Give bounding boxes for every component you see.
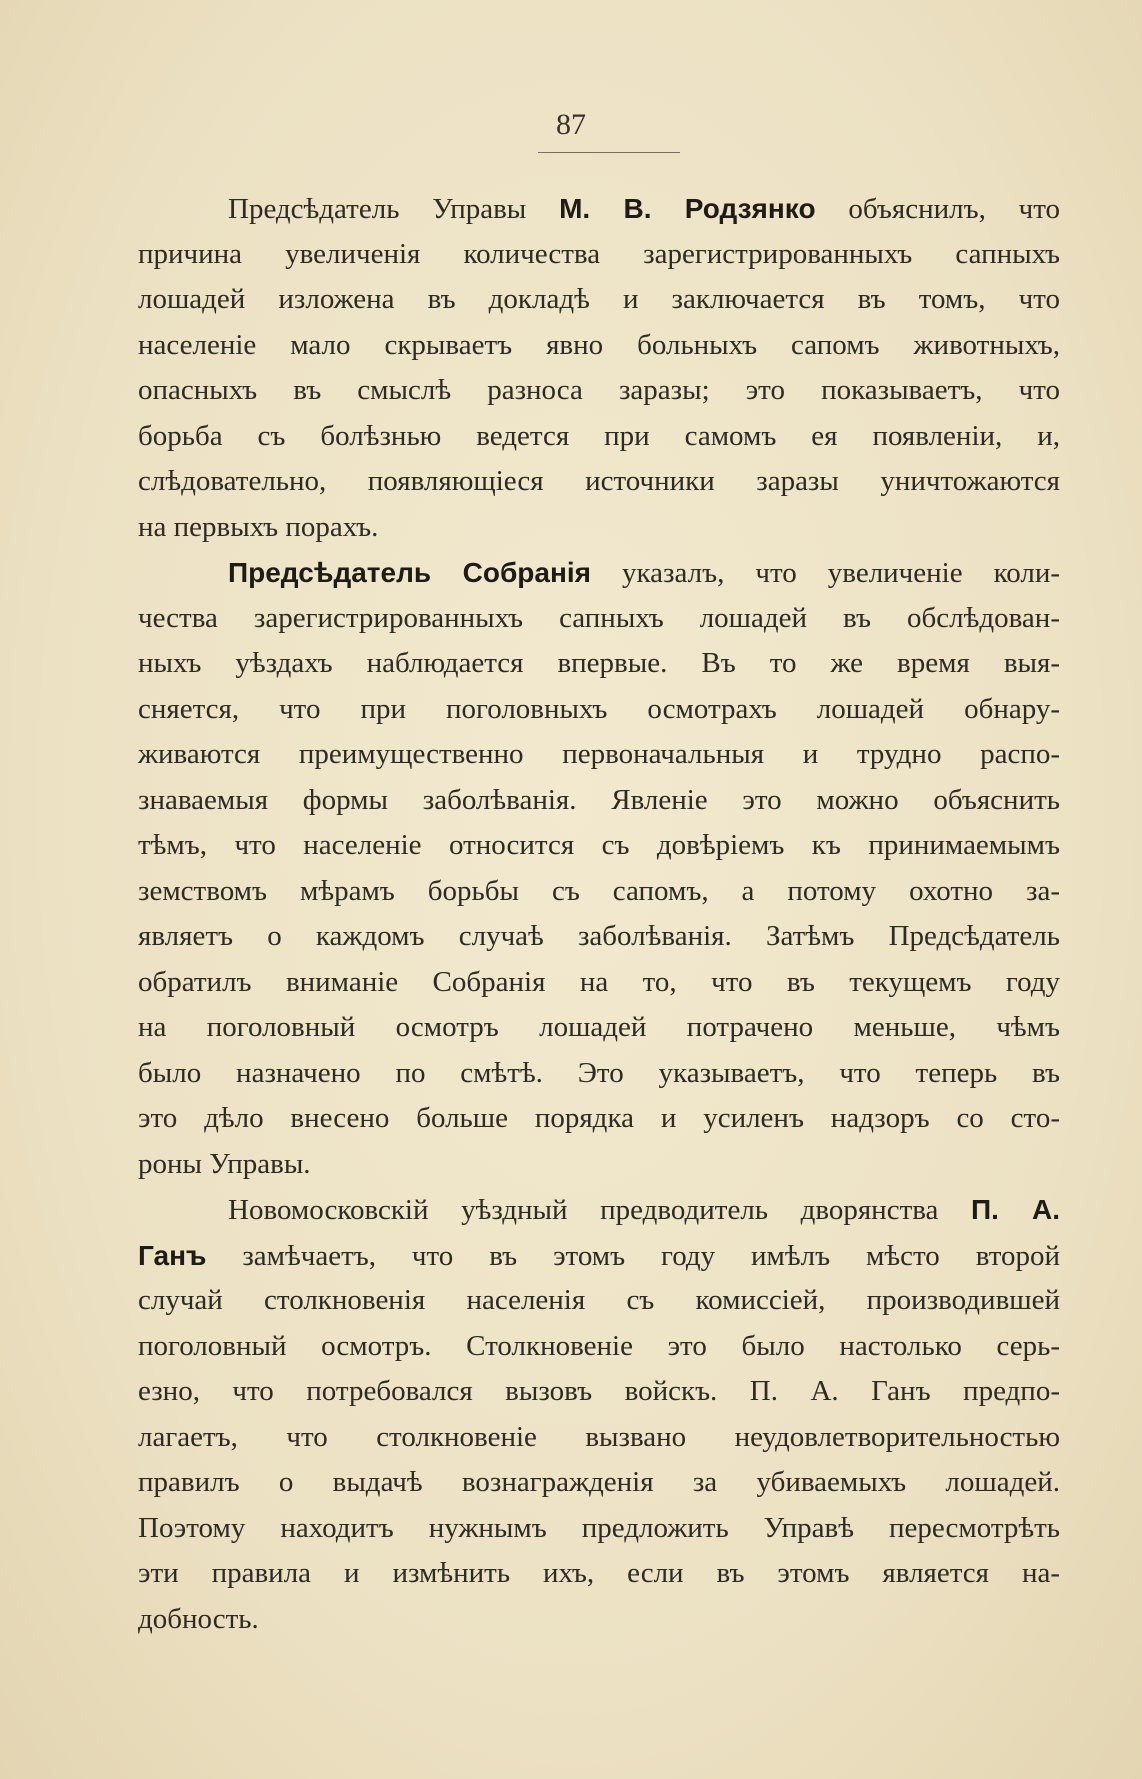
text-line: знаваемыя формы заболѣванія. Явленіе это можно объяснить <box>138 783 1060 816</box>
text-line: роны Управы. <box>138 1147 311 1180</box>
speaker-name: М. В. Родзянко <box>559 193 816 224</box>
text-line: Поэтому находитъ нужнымъ предложить Управѣ пересмотрѣть <box>138 1511 1060 1544</box>
text-line: поголовный осмотръ. Столкновеніе это было настолько серь- <box>138 1329 1060 1362</box>
text-span: замѣчаетъ, что въ этомъ году имѣлъ мѣсто второй <box>206 1239 1060 1272</box>
text-line: сняется, что при поголовныхъ осмотрахъ лошадей обнару- <box>138 692 1060 725</box>
text-line: земствомъ мѣрамъ борьбы съ сапомъ, а потому охотно за- <box>138 874 1060 907</box>
text-line: на первыхъ порахъ. <box>138 510 379 543</box>
text-line: причина увеличенія количества зарегистрированныхъ сапныхъ <box>138 237 1060 270</box>
text-line: населеніе мало скрываетъ явно больныхъ сапомъ животныхъ, <box>138 328 1060 361</box>
page-number: 87 <box>556 108 586 141</box>
text-line: лагаетъ, что столкновеніе вызвано неудовлетворительностью <box>138 1420 1060 1453</box>
text-line: обратилъ вниманіе Собранія на то, что въ текущемъ году <box>138 965 1060 998</box>
text-line: тѣмъ, что населеніе относится съ довѣріемъ къ принимаемымъ <box>138 829 1060 861</box>
speaker-name: П. А. <box>971 1194 1060 1225</box>
text-line <box>138 550 1060 596</box>
text-span: объяснилъ, что <box>815 193 1060 225</box>
text-span: Предсѣдатель Управы <box>228 193 560 225</box>
text-line: лошадей изложена въ докладѣ и заключается въ томъ, что <box>138 283 1060 315</box>
header-rule <box>538 152 680 153</box>
text-line: было назначено по смѣтѣ. Это указываетъ, что теперь въ <box>138 1056 1060 1089</box>
text-span: Новомосковскій уѣздный предводитель дворянства <box>228 1194 971 1226</box>
body-text <box>138 186 1060 1642</box>
text-line <box>138 186 1060 232</box>
paragraph-3 <box>138 1187 1060 1642</box>
text-line: добность. <box>138 1602 259 1635</box>
text-line: чества зарегистрированныхъ сапныхъ лошадей въ обслѣдован- <box>138 601 1060 634</box>
text-line: борьба съ болѣзнью ведется при самомъ ея появленіи, и, <box>138 419 1060 452</box>
text-line: слѣдовательно, появляющіеся источники заразы уничтожаются <box>138 465 1060 497</box>
text-line: на поголовный осмотръ лошадей потрачено меньше, чѣмъ <box>138 1011 1060 1043</box>
text-line: являетъ о каждомъ случаѣ заболѣванія. Затѣмъ Предсѣдатель <box>138 920 1060 952</box>
paragraph-1 <box>138 186 1060 550</box>
text-line <box>138 1187 1060 1233</box>
text-line: живаются преимущественно первоначальныя и трудно распо- <box>138 738 1060 770</box>
text-line: случай столкновенія населенія съ комиссіей, производившей <box>138 1284 1060 1316</box>
speaker-name: Ганъ <box>138 1239 207 1271</box>
text-span: указалъ, что увеличеніе коли- <box>590 557 1061 589</box>
text-line: ныхъ уѣздахъ наблюдается впервые. Въ то же время выя- <box>138 647 1060 679</box>
text-line: правилъ о выдачѣ вознагражденія за убиваемыхъ лошадей. <box>138 1466 1060 1498</box>
paragraph-2 <box>138 550 1060 1187</box>
speaker-name: Предсѣдатель Собранія <box>228 557 591 588</box>
text-line: эти правила и измѣнить ихъ, если въ этомъ является на- <box>138 1557 1060 1589</box>
text-line: езно, что потребовался вызовъ войскъ. П. А. Ганъ предпо- <box>138 1375 1060 1407</box>
text-line: опасныхъ въ смыслѣ разноса заразы; это показываетъ, что <box>138 374 1060 406</box>
text-line <box>138 1233 1060 1279</box>
text-line: это дѣло внесено больше порядка и усиленъ надзоръ со сто- <box>138 1102 1060 1134</box>
